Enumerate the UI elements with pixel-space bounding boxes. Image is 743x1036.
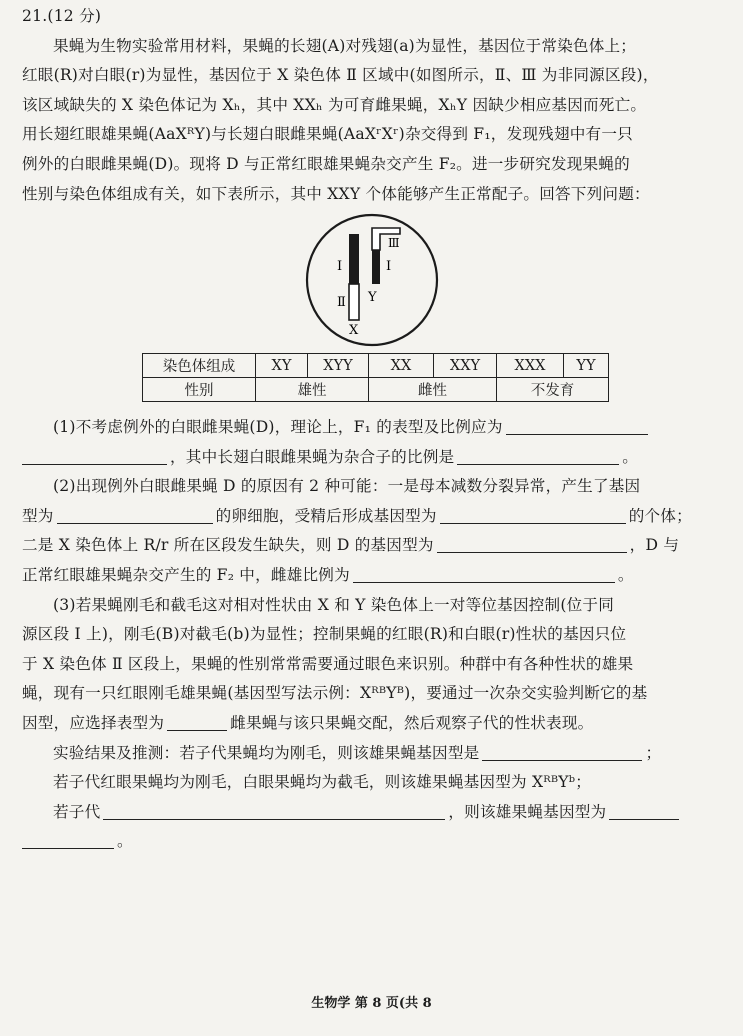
q2-line-2: 型为 的卵细胞，受精后形成基因型为 的个体； <box>22 506 692 525</box>
table-header-sex: 性别 <box>143 378 256 402</box>
answer-blank[interactable] <box>609 801 679 820</box>
table-cell-sterile: 不发育 <box>497 378 609 402</box>
table-cell-female: 雌性 <box>369 378 497 402</box>
answer-blank[interactable] <box>103 801 445 820</box>
intro-line-6: 性别与染色体组成有关，如下表所示，其中 XXY 个体能够产生正常配子。回答下列问题： <box>22 184 650 203</box>
intro-line-3: 该区域缺失的 X 染色体记为 Xₕ，其中 XXₕ 为可育雌果蝇，XₕY 因缺少相应基因而死亡。 <box>22 95 647 114</box>
q1-line-2: ，其中长翅白眼雌果蝇为杂合子的比例是 。 <box>22 443 721 473</box>
x-region-I <box>349 234 359 284</box>
label-III: Ⅲ <box>388 236 400 250</box>
q2-line-4: 正常红眼雄果蝇杂交产生的 F₂ 中，雌雄比例为 。 <box>22 565 634 584</box>
table-cell: XY <box>256 354 308 378</box>
sub-questions <box>22 413 721 857</box>
q2-line-3: 二是 X 染色体上 R/r 所在区段发生缺失，则 D 的基因型为 ，D 与 <box>22 536 680 555</box>
intro-line-4: 用长翅红眼雄果蝇(AaXᴿY)与长翅白眼雌果蝇(AaXʳXʳ)杂交得到 F₁，发现残翅中有一只 <box>22 125 633 144</box>
intro-line-5: 例外的白眼雌果蝇(D)。现将 D 与正常红眼雄果蝇杂交产生 F₂。进一步研究发现果蝇的 <box>22 154 630 173</box>
table-row-composition <box>143 354 609 378</box>
q3-line-5: 因型，应选择表型为 雌果蝇与该只果蝇交配，然后观察子代的性状表现。 <box>22 713 594 732</box>
label-X: X <box>349 323 359 338</box>
answer-blank[interactable] <box>440 505 626 524</box>
answer-blank[interactable] <box>167 712 227 731</box>
x-region-II <box>349 284 359 320</box>
answer-blank[interactable] <box>353 564 615 583</box>
table-cell: XYY <box>308 354 369 378</box>
table-cell-male: 雄性 <box>256 378 369 402</box>
table-cell: XXY <box>434 354 497 378</box>
q3-line-8: 若子代 ，则该雄果蝇基因型为 <box>22 798 721 828</box>
answer-blank[interactable] <box>482 742 642 761</box>
question-points: (12 分) <box>47 7 102 25</box>
intro-line-2: 红眼(R)对白眼(r)为显性，基因位于 X 染色体 Ⅱ 区域中(如图所示，Ⅱ、Ⅲ 为非同源区段)， <box>22 66 659 85</box>
y-region-I <box>372 250 380 284</box>
q3-line-3: 于 X 染色体 Ⅱ 区段上，果蝇的性别常常需要通过眼色来识别。种群中有各种性状的雄果 <box>22 654 634 673</box>
table-cell: YY <box>564 354 609 378</box>
label-I-left: Ⅰ <box>337 259 343 274</box>
answer-blank[interactable] <box>22 446 167 465</box>
table-cell: XX <box>369 354 434 378</box>
q3-line-9: 。 <box>22 827 721 857</box>
table-row-sex <box>143 378 609 402</box>
question-number: 21. <box>22 7 48 25</box>
answer-blank[interactable] <box>506 416 648 435</box>
q3-line-4: 蝇，现有一只红眼刚毛雄果蝇(基因型写法示例：XᴿᴮYᴮ)，要通过一次杂交实验判断它的基 <box>22 684 648 703</box>
q3-line-6: 实验结果及推测：若子代果蝇均为刚毛，则该雄果蝇基因型是 ； <box>53 743 662 762</box>
q2-line-1: (2)出现例外白眼雌果蝇 D 的原因有 2 种可能：一是母本减数分裂异常，产生了基因 <box>53 477 641 496</box>
label-I-right: Ⅰ <box>386 259 392 274</box>
table-header-composition: 染色体组成 <box>143 354 256 378</box>
answer-blank[interactable] <box>22 830 114 849</box>
table-cell: XXX <box>497 354 564 378</box>
chromosome-sex-table <box>142 353 609 402</box>
answer-blank[interactable] <box>457 446 619 465</box>
answer-blank[interactable] <box>57 505 213 524</box>
page-footer: 生物学 第 8 页(共 8 <box>311 996 432 1011</box>
question-21 <box>22 2 721 209</box>
intro-line-1: 果蝇为生物实验常用材料，果蝇的长翅(A)对残翅(a)为显性，基因位于常染色体上； <box>53 36 637 55</box>
label-II: Ⅱ <box>337 295 346 310</box>
label-Y: Y <box>368 290 377 305</box>
q1-line-1: (1)不考虑例外的白眼雌果蝇(D)，理论上，F₁ 的表型及比例应为 <box>22 413 721 443</box>
answer-blank[interactable] <box>437 534 627 553</box>
question-header <box>22 2 721 32</box>
chromosome-diagram <box>302 212 442 348</box>
q3-line-7: 若子代红眼果蝇均为刚毛，白眼果蝇均为截毛，则该雄果蝇基因型为 XᴿᴮYᵇ； <box>53 773 592 792</box>
q3-line-2: 源区段 Ⅰ 上)，刚毛(B)对截毛(b)为显性；控制果蝇的红眼(R)和白眼(r)性状的基因只位 <box>22 625 627 644</box>
q3-line-1: (3)若果蝇刚毛和截毛这对相对性状由 X 和 Y 染色体上一对等位基因控制(位于同 <box>53 595 615 614</box>
